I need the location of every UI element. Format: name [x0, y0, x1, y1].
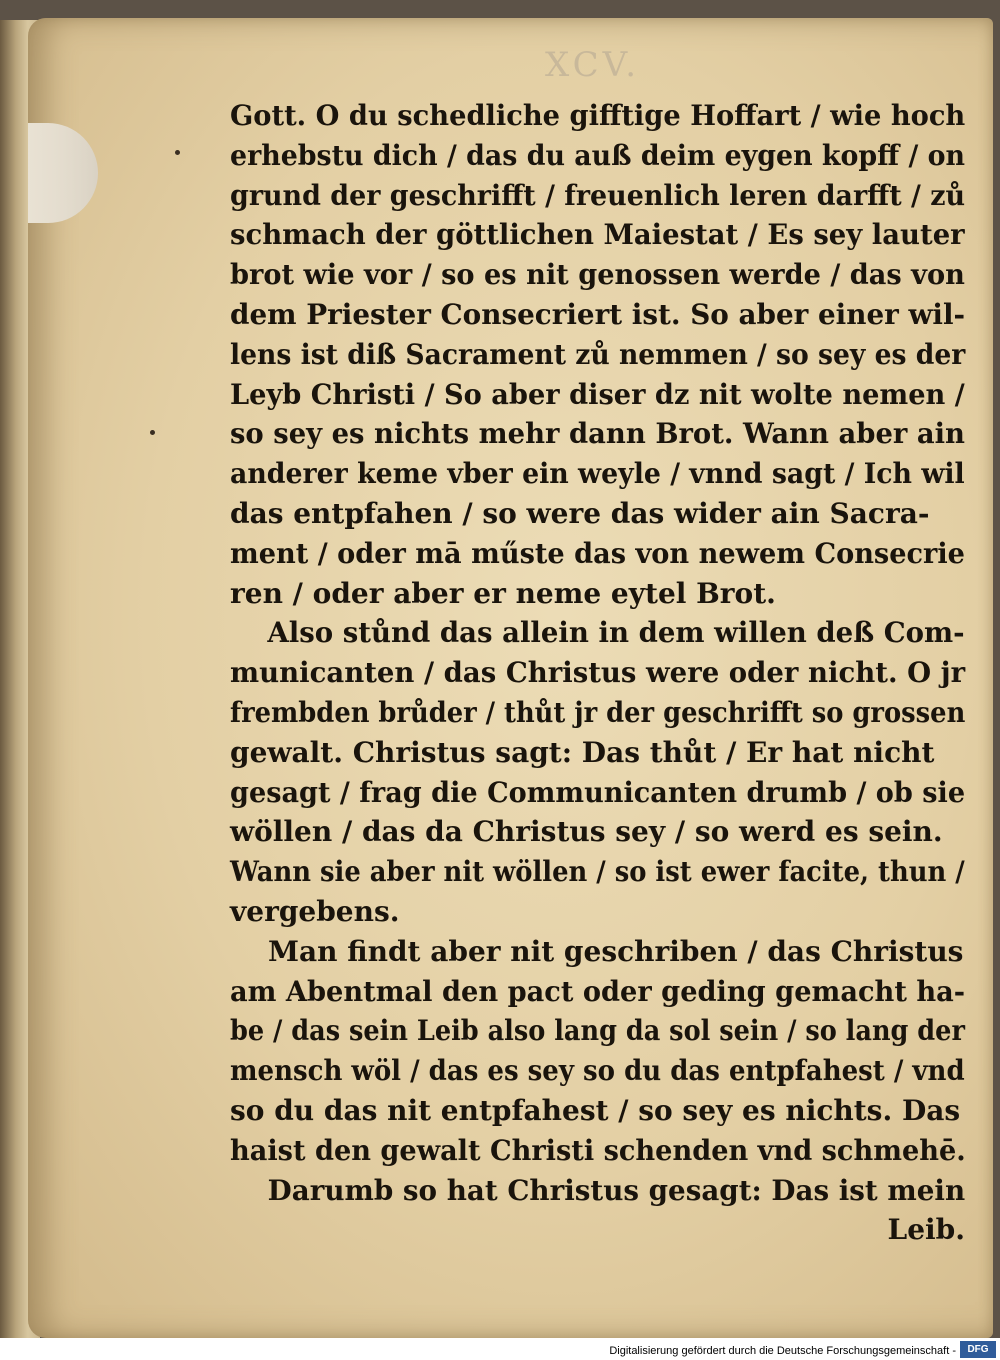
footer-bar — [0, 1338, 1000, 1360]
text-line: ment / oder mā műste das von newem Consecrie — [230, 536, 965, 570]
text-line: erhebstu dich / das du auß deim eygen kopff / on — [230, 138, 966, 172]
page-text — [230, 96, 965, 1250]
text-line: mensch wöl / das es sey so du das entpfahest / vnd — [230, 1054, 965, 1088]
text-line: be / das sein Leib also lang da sol sein / so lang der — [230, 1014, 965, 1048]
text-line: Darumb so hat Christus gesagt: Das ist mein — [267, 1173, 966, 1207]
ink-spot — [150, 430, 155, 435]
folio-number: XCV. — [545, 45, 641, 85]
ink-spot — [175, 150, 180, 155]
text-line: grund der geschrifft / freuenlich leren darfft / zů — [230, 178, 966, 212]
text-line: frembden brůder / thůt jr der geschrifft so grossen — [230, 695, 966, 729]
text-line: so du das nit entpfahest / so sey es nichts. Das — [230, 1093, 961, 1127]
text-line: das entpfahen / so were das wider ain Sacra- — [230, 496, 930, 530]
text-line: vergebens. — [230, 894, 400, 928]
text-line: dem Priester Consecriert ist. So aber einer wil- — [230, 297, 966, 331]
text-line: Gott. O du schedliche gifftige Hoffart / wie hoch — [230, 99, 966, 132]
page-marker-tab — [28, 123, 98, 223]
text-line: gesagt / frag die Communicanten drumb / ob sie — [230, 775, 966, 809]
text-line: ren / oder aber er neme eytel Brot. — [230, 576, 776, 610]
text-line: gewalt. Christus sagt: Das thůt / Er hat nicht — [230, 735, 935, 769]
funding-credit: Digitalisierung gefördert durch die Deutsche Forschungsgemeinschaft - — [609, 1345, 956, 1357]
text-line: haist den gewalt Christi schenden vnd schmehē. — [230, 1133, 966, 1167]
text-line: lens ist diß Sacrament zů nemmen / so sey es der — [230, 337, 966, 371]
text-line: anderer keme vber ein weyle / vnnd sagt / Ich wil — [230, 457, 965, 491]
text-line: schmach der göttlichen Maiestat / Es sey lauter — [230, 218, 965, 252]
text-line: Man findt aber nit geschriben / das Christus — [268, 934, 964, 968]
text-line: municanten / das Christus were oder nicht. O jr — [230, 656, 966, 690]
text-line: am Abentmal den pact oder geding gemacht ha- — [230, 974, 966, 1008]
text-line: so sey es nichts mehr dann Brot. Wann aber ain — [230, 417, 965, 451]
text-line: Wann sie aber nit wöllen / so ist ewer facite, thun / — [230, 855, 965, 889]
text-line: Also stůnd das allein in dem willen deß Com- — [267, 616, 965, 650]
catchword: Leib. — [887, 1213, 965, 1247]
text-line: wöllen / das da Christus sey / so werd es sein. — [230, 815, 943, 849]
text-line: Leyb Christi / So aber diser dz nit wolte nemen / — [230, 377, 965, 411]
dfg-logo: DFG — [960, 1341, 996, 1358]
text-line: brot wie vor / so es nit genossen werde / das von — [230, 258, 965, 292]
